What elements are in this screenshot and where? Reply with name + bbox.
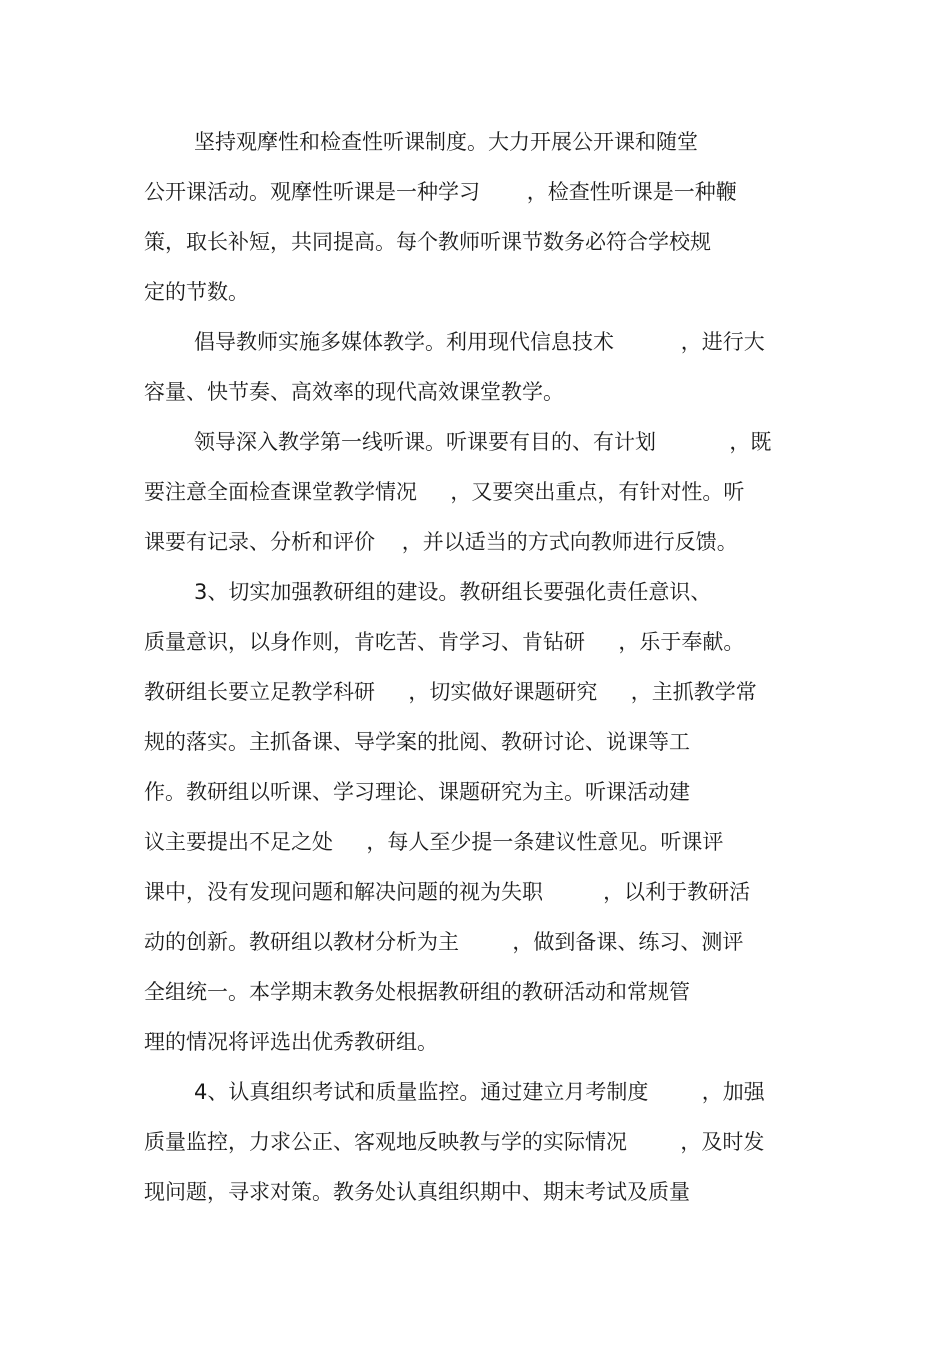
text-line: 动的创新。教研组以教材分析为主 ，做到备课、练习、测评 bbox=[144, 930, 744, 954]
text-line: 课中，没有发现问题和解决问题的视为失职 ，以利于教研活 bbox=[144, 880, 751, 904]
text-line: 理的情况将评选出优秀教研组。 bbox=[144, 1030, 438, 1054]
text-line: 定的节数。 bbox=[144, 280, 249, 304]
text-line: 质量意识，以身作则，肯吃苦、肯学习、肯钻研 ，乐于奉献。 bbox=[144, 630, 745, 654]
text-line: 作。教研组以听课、学习理论、课题研究为主。听课活动建 bbox=[144, 780, 690, 804]
text-line: 教研组长要立足教学科研 ，切实做好课题研究 ，主抓教学常 bbox=[144, 680, 757, 704]
text-line: 规的落实。主抓备课、导学案的批阅、教研讨论、说课等工 bbox=[144, 730, 690, 754]
text-line: 现问题，寻求对策。教务处认真组织期中、期末考试及质量 bbox=[144, 1180, 690, 1204]
text-line: 坚持观摩性和检查性听课制度。大力开展公开课和随堂 bbox=[194, 130, 698, 154]
text-line: 容量、快节奏、高效率的现代高效课堂教学。 bbox=[144, 380, 564, 404]
text-line: 公开课活动。观摩性听课是一种学习 ，检查性听课是一种鞭 bbox=[144, 180, 737, 204]
text-line: 3、切实加强教研组的建设。教研组长要强化责任意识、 bbox=[194, 580, 712, 604]
text-line: 4、认真组织考试和质量监控。通过建立月考制度 ，加强 bbox=[194, 1080, 765, 1104]
text-line: 领导深入教学第一线听课。听课要有目的、有计划 ，既 bbox=[194, 430, 772, 454]
text-line: 要注意全面检查课堂教学情况 ，又要突出重点，有针对性。听 bbox=[144, 480, 745, 504]
text-line: 课要有记录、分析和评价 ，并以适当的方式向教师进行反馈。 bbox=[144, 530, 738, 554]
text-line: 策，取长补短，共同提高。每个教师听课节数务必符合学校规 bbox=[144, 230, 711, 254]
text-line: 质量监控，力求公正、客观地反映教与学的实际情况 ，及时发 bbox=[144, 1130, 765, 1154]
text-line: 倡导教师实施多媒体教学。利用现代信息技术 ，进行大 bbox=[194, 330, 765, 354]
text-line: 议主要提出不足之处 ，每人至少提一条建议性意见。听课评 bbox=[144, 830, 724, 854]
text-line: 全组统一。本学期末教务处根据教研组的教研活动和常规管 bbox=[144, 980, 690, 1004]
